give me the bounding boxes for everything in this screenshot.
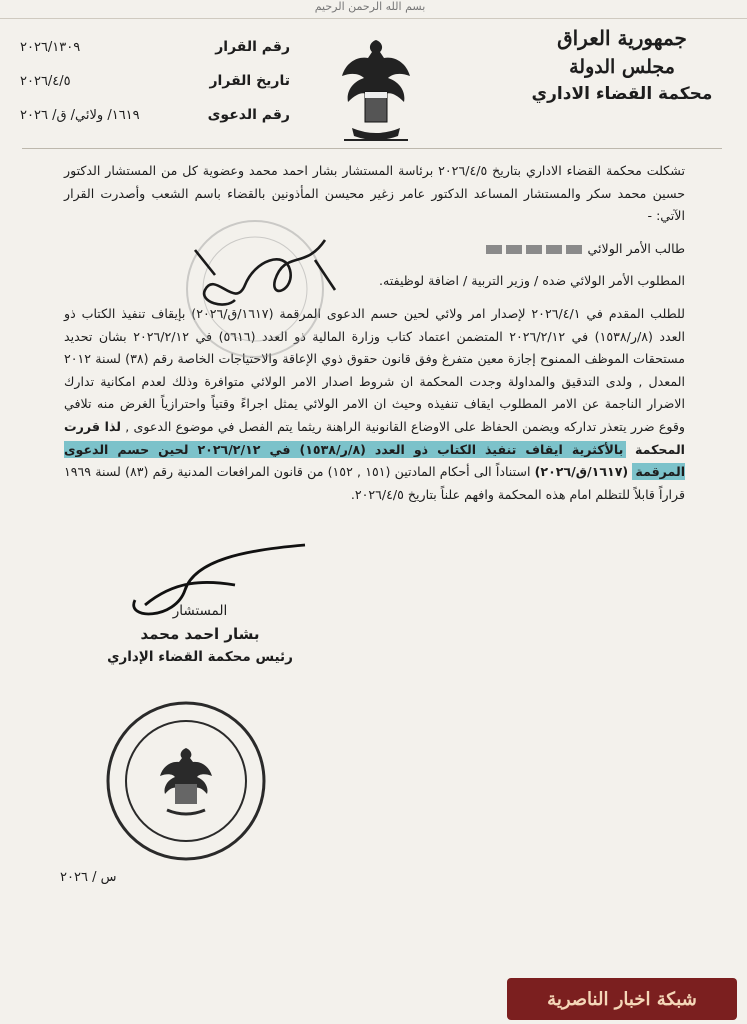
redaction-block bbox=[486, 245, 502, 254]
decision-date-value: ٢٠٢٦/٤/٥ bbox=[20, 73, 71, 89]
ruling-decided: لذا قررت المحكمة bbox=[64, 418, 685, 457]
applicant-line bbox=[64, 238, 685, 261]
header-divider bbox=[22, 148, 722, 149]
applicant-label: طالب الأمر الولائي bbox=[587, 240, 685, 256]
decision-number-label: رقم القرار bbox=[215, 39, 290, 55]
official-stamp-icon bbox=[105, 700, 267, 862]
eagle-emblem-icon bbox=[338, 36, 414, 146]
redaction-block bbox=[546, 245, 562, 254]
court-formation-paragraph: تشكلت محكمة القضاء الاداري بتاريخ ٢٠٢٦/٤/٥ برئاسة المستشار بشار احمد محمد وعضوية كل من المستشار الدكتور حسين محمد سكر والمستشار المساعد الدكتور عامر زغير محيسن المأذونين بالقضاء باسم الشعب وأصدرت القرار الآتي: - bbox=[64, 163, 685, 224]
decision-date-label: تاريخ القرار bbox=[209, 73, 290, 89]
signature-scribble-icon bbox=[175, 230, 350, 320]
signer-role: رئيس محكمة القضاء الإداري bbox=[107, 649, 293, 665]
case-number-row bbox=[20, 98, 290, 132]
court-name: محكمة القضاء الاداري bbox=[531, 84, 713, 104]
basmala: بسم الله الرحمن الرحيم bbox=[314, 0, 426, 13]
highlighted-ruling: بالأكثرية ايقاف تنفيذ الكتاب ذو العدد (٨/ر/١٥٣٨) في ٢٠٢٦/٢/١٢ لحين حسم الدعوى المرقمة bbox=[64, 441, 686, 480]
decision-date-row bbox=[20, 64, 290, 98]
ruling-case-number: (١٦١٧/ق/٢٠٢٦) bbox=[534, 464, 629, 480]
redaction-block bbox=[506, 245, 522, 254]
ruling-paragraph bbox=[64, 303, 685, 506]
decision-info bbox=[20, 30, 290, 132]
case-number-label: رقم الدعوى bbox=[207, 107, 290, 123]
decision-number-value: ٢٠٢٦/١٣٠٩ bbox=[20, 39, 81, 55]
redaction-block bbox=[526, 245, 542, 254]
redaction-block bbox=[566, 245, 582, 254]
watermark-logo: شبكة اخبار الناصرية bbox=[507, 978, 737, 1020]
council-name: مجلس الدولة bbox=[569, 56, 675, 78]
signature-block bbox=[95, 600, 305, 669]
case-number-value: ١٦١٩/ ولائي/ ق/ ٢٠٢٦ bbox=[20, 107, 140, 123]
country-name: جمهورية العراق bbox=[557, 26, 687, 50]
institution-header bbox=[527, 26, 717, 104]
signer-name: بشار احمد محمد bbox=[140, 625, 260, 643]
signer-title: المستشار bbox=[172, 603, 228, 619]
decision-body bbox=[64, 160, 685, 506]
ruling-legal-basis: استناداً الى أحكام المادتين (١٥١ , ١٥٢) من قانون المرافعات المدنية رقم (٨٣) لسنة ١٩٦٩ قراراً قابلاً للتظلم امام هذه المحكمة وافهم علناً بتاريخ ٢٠٢٦/٤/٥. bbox=[64, 464, 685, 502]
respondent-line: المطلوب الأمر الولائي ضده / وزير التربية / اضافة لوظيفته. bbox=[379, 273, 685, 289]
ruling-text: للطلب المقدم في ٢٠٢٦/٤/١ لإصدار امر ولائي لحين حسم الدعوى المرقمة (١٦١٧/ق/٢٠٢٦) بإيقاف تنفيذ الكتاب ذو العدد (٨/ر/١٥٣٨) في ٢٠٢٦/٢/١٢ المتضمن اعتماد كتاب وزارة المالية ذو العدد (٥٦١٦) في ٢٠٢٦/٢/١٢ بشان تحديد مستحقات الموظف الممنوح إجازة معين متفرغ وفق قانون حقوق ذوي الإعاقة والاحتياجات الخاصة رقم (٣٨) لسنة ٢٠١٢ المعدل , ولدى التدقيق والمداولة وجدت المحكمة ان شروط اصدار الامر الولائي متوافرة وذلك لعدم امكانية تدارك الاضرار الناجمة عن الامر المطلوب ايقاف تنفيذه وحيث ان الامر الولائي يمثل اجراءً وقتياً واحترازياً الغرض منه تلافي وقوع ضرر يتعذر تداركه ويضمن الحفاظ على الاوضاع القانونية الراهنة ريثما يتم الفصل في موضوع الدعوى , bbox=[64, 305, 686, 434]
decision-number-row bbox=[20, 30, 290, 64]
footer-number: س / ٢٠٢٦ bbox=[60, 870, 117, 885]
